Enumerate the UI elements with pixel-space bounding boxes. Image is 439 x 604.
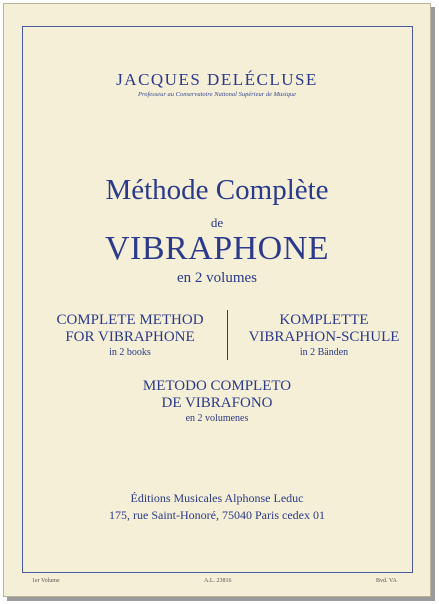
title-line: Méthode Complète: [105, 174, 329, 206]
italian-block: [4, 378, 430, 425]
german-block: [226, 312, 422, 359]
footer-code: Bvd. VA: [376, 578, 397, 584]
italian-line1: METODO COMPLETO: [142, 378, 292, 394]
title-de: de: [210, 215, 224, 230]
publisher-address: 175, rue Saint-Honoré, 75040 Paris cedex 01: [109, 508, 325, 522]
german-line1: KOMPLETTE: [279, 312, 369, 328]
main-title: VIBRAPHONE: [104, 230, 330, 267]
footer-volume: 1er Volume: [32, 578, 60, 584]
german-small: in 2 Bänden: [299, 347, 349, 358]
english-line2: FOR VIBRAPHONE: [65, 329, 195, 345]
italian-line2: DE VIBRAFONO: [161, 395, 273, 411]
italian-small: en 2 volumenes: [185, 413, 249, 424]
author-name: JACQUES DELÉCLUSE: [116, 70, 318, 89]
english-small: in 2 books: [109, 347, 151, 358]
english-block: [34, 312, 226, 359]
author-subtitle: Professeur au Conservatoire National Supérieur de Musique: [137, 91, 297, 98]
publisher-block: [4, 490, 430, 524]
footer-catalog: A.L. 23816: [204, 578, 232, 584]
publisher-name: Éditions Musicales Alphonse Leduc: [130, 491, 304, 505]
english-line1: COMPLETE METHOD: [56, 312, 204, 328]
book-cover: [3, 3, 431, 597]
german-line2: VIBRAPHON-SCHULE: [248, 329, 400, 345]
volumes-note: en 2 volumes: [177, 270, 257, 286]
